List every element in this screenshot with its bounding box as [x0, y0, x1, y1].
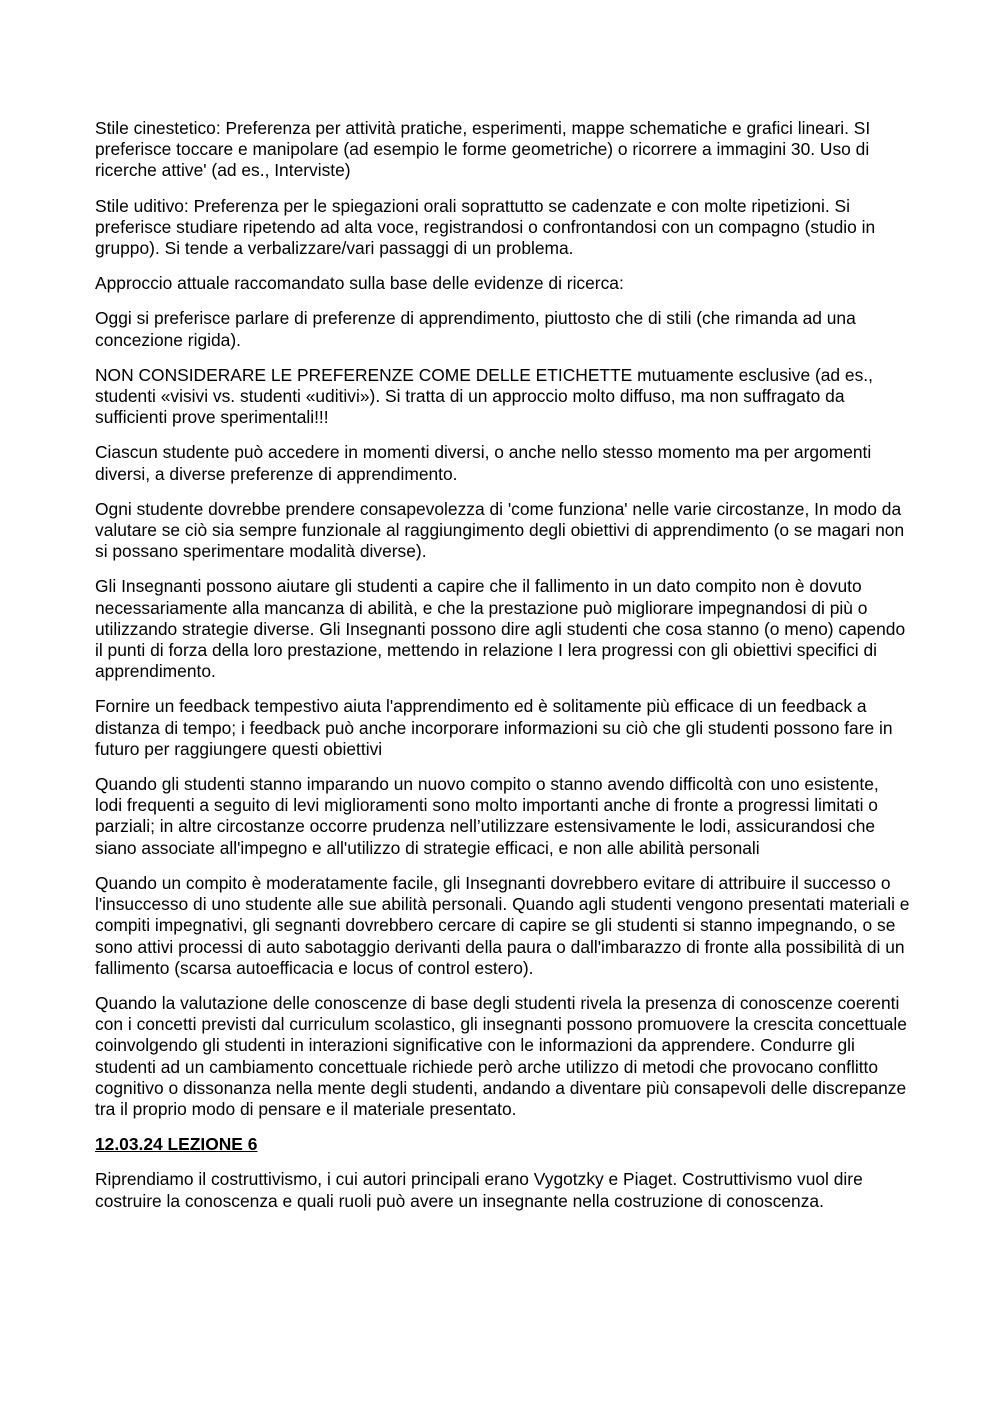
- paragraph-feedback: Fornire un feedback tempestivo aiuta l'apprendimento ed è solitamente più efficace di un feedback a distanza di tempo; i feedback può anche incorporare informazioni su ciò che gli studenti possono fare in futuro per raggiungere questi obiettivi: [95, 696, 893, 759]
- paragraph-preferenze-apprendimento: Oggi si preferisce parlare di preferenze di apprendimento, piuttosto che di stili (che rimanda ad una concezione rigida).: [95, 308, 856, 350]
- paragraph-stile-uditivo: Stile uditivo: Preferenza per le spiegazioni orali soprattutto se cadenzate e con molte ripetizioni. Si preferisce studiare ripetendo ad alta voce, registrandosi o confrontandosi con un compagno (studio in gruppo). Si tende a verbalizzare/vari passaggi di un problema.: [95, 195, 876, 259]
- paragraph-costruttivismo: Riprendiamo il costruttivismo, i cui autori principali erano Vygotzky e Piaget. Costruttivismo vuol dire costruire la conoscenza e quali ruoli può avere un insegnante nella costruzione di conoscenza.: [95, 1169, 863, 1211]
- paragraph-non-considerare: NON CONSIDERARE LE PREFERENZE COME DELLE ETICHETTE mutuamente esclusive (ad es., studenti «visivi vs. studenti «uditivi»). Si tratta di un approccio molto diffuso, ma non suffragato da sufficienti prove sperimentali!!!: [95, 364, 873, 428]
- paragraph-approccio-attuale: Approccio attuale raccomandato sulla base delle evidenze di ricerca:: [95, 273, 624, 294]
- section-heading: 12.03.24 LEZIONE 6: [95, 1134, 258, 1155]
- paragraph-lodi: Quando gli studenti stanno imparando un nuovo compito o stanno avendo difficoltà con uno esistente, lodi frequenti a seguito di levi miglioramenti sono molto importanti anche di fronte a progressi limitati o parziali; in altre circostanze occorre prudenza nell’utilizzare estensivamente le lodi, assicurandosi che siano associate all'impegno e all'utilizzo di strategie efficaci, e non alle abilità personali: [95, 774, 879, 858]
- paragraph-stile-cinestetico: Stile cinestetico: Preferenza per attività pratiche, esperimenti, mappe schematiche e grafici lineari. SI preferisce toccare e manipolare (ad esempio le forme geometriche) o ricorrere a immagini 30. Uso di ricerche attive' (ad es., Interviste): [95, 118, 871, 181]
- paragraph-valutazione-conoscenze: Quando la valutazione delle conoscenze di base degli studenti rivela la presenza di conoscenze coerenti con i concetti previsti dal curriculum scolastico, gli insegnanti possono promuovere la crescita concettuale coinvolgendo gli studenti in interazioni significative con le informazioni da apprendere. Condurre gli studenti ad un cambiamento concettuale richiede però arche utilizzo di metodi che provocano conflitto cognitivo o dissonanza nella mente degli studenti, andando a diventare più consapevoli delle discrepanze tra il proprio modo di pensare e il materiale presentato.: [95, 992, 907, 1119]
- document-page: [95, 118, 910, 1226]
- paragraph-ciascun-studente: Ciascun studente può accedere in momenti diversi, o anche nello stesso momento ma per argomenti diversi, a diverse preferenze di apprendimento.: [95, 442, 872, 484]
- paragraph-insegnanti-aiutare: Gli Insegnanti possono aiutare gli studenti a capire che il fallimento in un dato compito non è dovuto necessariamente alla mancanza di abilità, e che la prestazione può migliorare impegnandosi di più o utilizzando strategie diverse. Gli Insegnanti possono dire agli studenti che cosa stanno (o meno) capendo il punti di forza della loro prestazione, mettendo in relazione I lera progressi con gli obiettivi specifici di apprendimento.: [95, 576, 906, 682]
- paragraph-compito-facile: Quando un compito è moderatamente facile, gli Insegnanti dovrebbero evitare di attribuire il successo o l'insuccesso di uno studente alle sue abilità personali. Quando agli studenti vengono presentati materiali e compiti impegnativi, gli segnanti dovrebbero cercare di capire se gli studenti si stanno impegnando, o se sono attivi processi di auto sabotaggio derivanti della paura o dall'imbarazzo di fronte alla possibilità di un fallimento (scarsa autoefficacia e locus of control estero).: [95, 872, 910, 978]
- paragraph-ogni-studente: Ogni studente dovrebbe prendere consapevolezza di 'come funziona' nelle varie circostanze, In modo da valutare se ciò sia sempre funzionale al raggiungimento degli obiettivi di apprendimento (o se magari non si possano sperimentare modalità diverse).: [95, 498, 905, 562]
